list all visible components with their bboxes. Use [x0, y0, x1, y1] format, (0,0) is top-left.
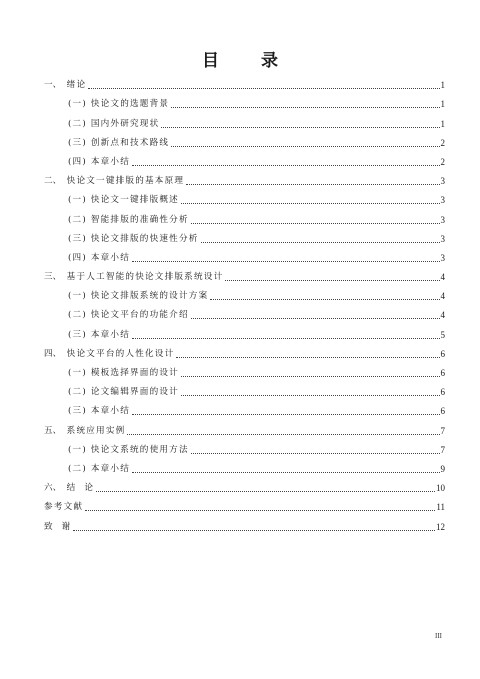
toc-entry-label: 快论文一键排版的基本原理 — [66, 176, 185, 187]
toc-entry[interactable] — [44, 187, 445, 206]
toc-dot-leader — [132, 338, 439, 339]
toc-dot-leader — [176, 357, 439, 358]
toc-entry-number: 五、 — [44, 425, 67, 436]
toc-dot-leader — [191, 318, 440, 319]
toc-entry[interactable] — [44, 321, 445, 340]
toc-entry-page: 2 — [440, 156, 445, 167]
toc-entry[interactable] — [44, 417, 445, 436]
toc-dot-leader — [88, 88, 439, 89]
toc-entry-label: 基于人工智能的快论文排版系统设计 — [66, 272, 224, 283]
toc-entry-page: 1 — [440, 80, 445, 91]
toc-entry-label: 快论文平台的人性化设计 — [66, 348, 175, 359]
toc-entry[interactable] — [44, 130, 445, 149]
toc-entry-page: 4 — [440, 291, 445, 302]
toc-entry-page: 3 — [440, 233, 445, 244]
toc-entry-label: (三) 快论文排版的快速性分析 — [68, 233, 199, 244]
toc-entry[interactable] — [44, 341, 445, 360]
toc-dot-leader — [186, 184, 439, 185]
toc-entry-label: 致 谢 — [44, 521, 72, 532]
toc-entry-label: 绪论 — [66, 80, 87, 91]
toc-entry[interactable] — [44, 168, 445, 187]
toc-entry[interactable] — [44, 456, 445, 475]
toc-entry[interactable] — [44, 91, 445, 110]
toc-entry-label: (二) 智能排版的准确性分析 — [68, 214, 189, 225]
toc-dot-leader — [73, 530, 435, 531]
toc-title: 目 录 — [202, 51, 296, 71]
toc-entry-page: 7 — [440, 444, 445, 455]
toc-dot-leader — [225, 280, 439, 281]
toc-dot-leader — [191, 223, 440, 224]
toc-entry-label: (一) 快论文一键排版概述 — [68, 195, 179, 206]
toc-entry-number: 六、 — [44, 483, 67, 494]
toc-entry-label: (三) 本章小结 — [68, 329, 131, 340]
toc-entry-label: (一) 快论文的选题背景 — [68, 99, 170, 110]
toc-entry-label: (二) 国内外研究现状 — [68, 118, 160, 129]
toc-entry[interactable] — [44, 226, 445, 245]
toc-entry-number: 四、 — [44, 348, 67, 359]
toc-entry[interactable] — [44, 494, 445, 513]
toc-entry-label: (一) 快论文系统的使用方法 — [68, 444, 189, 455]
toc-dot-leader — [132, 261, 439, 262]
toc-entry-label: 系统应用实例 — [66, 425, 126, 436]
toc-entry-label: (四) 本章小结 — [68, 156, 131, 167]
toc-entry-page: 2 — [440, 137, 445, 148]
toc-dot-leader — [132, 472, 439, 473]
toc-entry[interactable] — [44, 379, 445, 398]
toc-entry-number: 三、 — [44, 272, 67, 283]
toc-entry-page: 5 — [440, 329, 445, 340]
table-of-contents — [44, 72, 445, 533]
toc-dot-leader — [201, 242, 440, 243]
toc-entry[interactable] — [44, 264, 445, 283]
toc-entry-label: 结 论 — [66, 483, 95, 494]
toc-dot-leader — [96, 491, 435, 492]
toc-dot-leader — [181, 376, 440, 377]
toc-entry[interactable] — [44, 206, 445, 225]
toc-entry[interactable] — [44, 245, 445, 264]
toc-entry-label: (三) 创新点和技术路线 — [68, 137, 170, 148]
toc-dot-leader — [171, 146, 439, 147]
toc-entry-page: 6 — [440, 368, 445, 378]
toc-entry-page: 12 — [436, 521, 445, 532]
toc-dot-leader — [127, 434, 439, 435]
toc-dot-leader — [85, 510, 435, 511]
toc-entry-page: 6 — [440, 348, 445, 359]
toc-entry[interactable] — [44, 149, 445, 168]
toc-dot-leader — [191, 453, 440, 454]
toc-entry-page: 10 — [436, 483, 445, 494]
toc-entry-label: (一) 快论文排版系统的设计方案 — [68, 291, 209, 302]
toc-entry-label: (二) 论文编辑界面的设计 — [68, 387, 179, 398]
toc-entry-label: (三) 本章小结 — [68, 406, 131, 417]
toc-entry[interactable] — [44, 398, 445, 417]
toc-entry-number: 二、 — [44, 176, 67, 187]
toc-entry-page: 9 — [440, 463, 445, 474]
toc-entry-page: 6 — [440, 387, 445, 398]
toc-entry-page: 3 — [440, 195, 445, 206]
toc-dot-leader — [171, 107, 439, 108]
toc-dot-leader — [132, 165, 439, 166]
toc-entry[interactable] — [44, 360, 445, 379]
toc-entry-page: 11 — [436, 502, 445, 513]
toc-entry[interactable] — [44, 302, 445, 321]
toc-entry-page: 1 — [440, 118, 445, 129]
toc-dot-leader — [181, 203, 440, 204]
toc-dot-leader — [210, 299, 439, 300]
toc-entry[interactable] — [44, 513, 445, 532]
page-number: III — [435, 632, 442, 640]
toc-entry[interactable] — [44, 475, 445, 494]
toc-entry-page: 3 — [440, 176, 445, 187]
toc-entry-page: 3 — [440, 214, 445, 225]
toc-entry-page: 4 — [440, 272, 445, 283]
toc-entry-label: (一) 模板选择界面的设计 — [68, 368, 179, 378]
toc-dot-leader — [181, 395, 440, 396]
toc-entry[interactable] — [44, 283, 445, 302]
toc-entry-label: (四) 本章小结 — [68, 252, 131, 263]
toc-dot-leader — [132, 414, 439, 415]
toc-entry-page: 4 — [440, 310, 445, 321]
toc-entry[interactable] — [44, 72, 445, 91]
toc-entry-page: 7 — [440, 425, 445, 436]
toc-entry-page: 6 — [440, 406, 445, 417]
toc-entry-label: (二) 快论文平台的功能介绍 — [68, 310, 189, 321]
toc-entry-number: 一、 — [44, 80, 67, 91]
toc-entry[interactable] — [44, 110, 445, 129]
toc-entry-page: 3 — [440, 252, 445, 263]
toc-entry-page: 1 — [440, 99, 445, 110]
toc-entry-label: (二) 本章小结 — [68, 463, 131, 474]
toc-dot-leader — [161, 127, 439, 128]
toc-entry-label: 参考文献 — [44, 502, 84, 513]
toc-entry[interactable] — [44, 437, 445, 456]
